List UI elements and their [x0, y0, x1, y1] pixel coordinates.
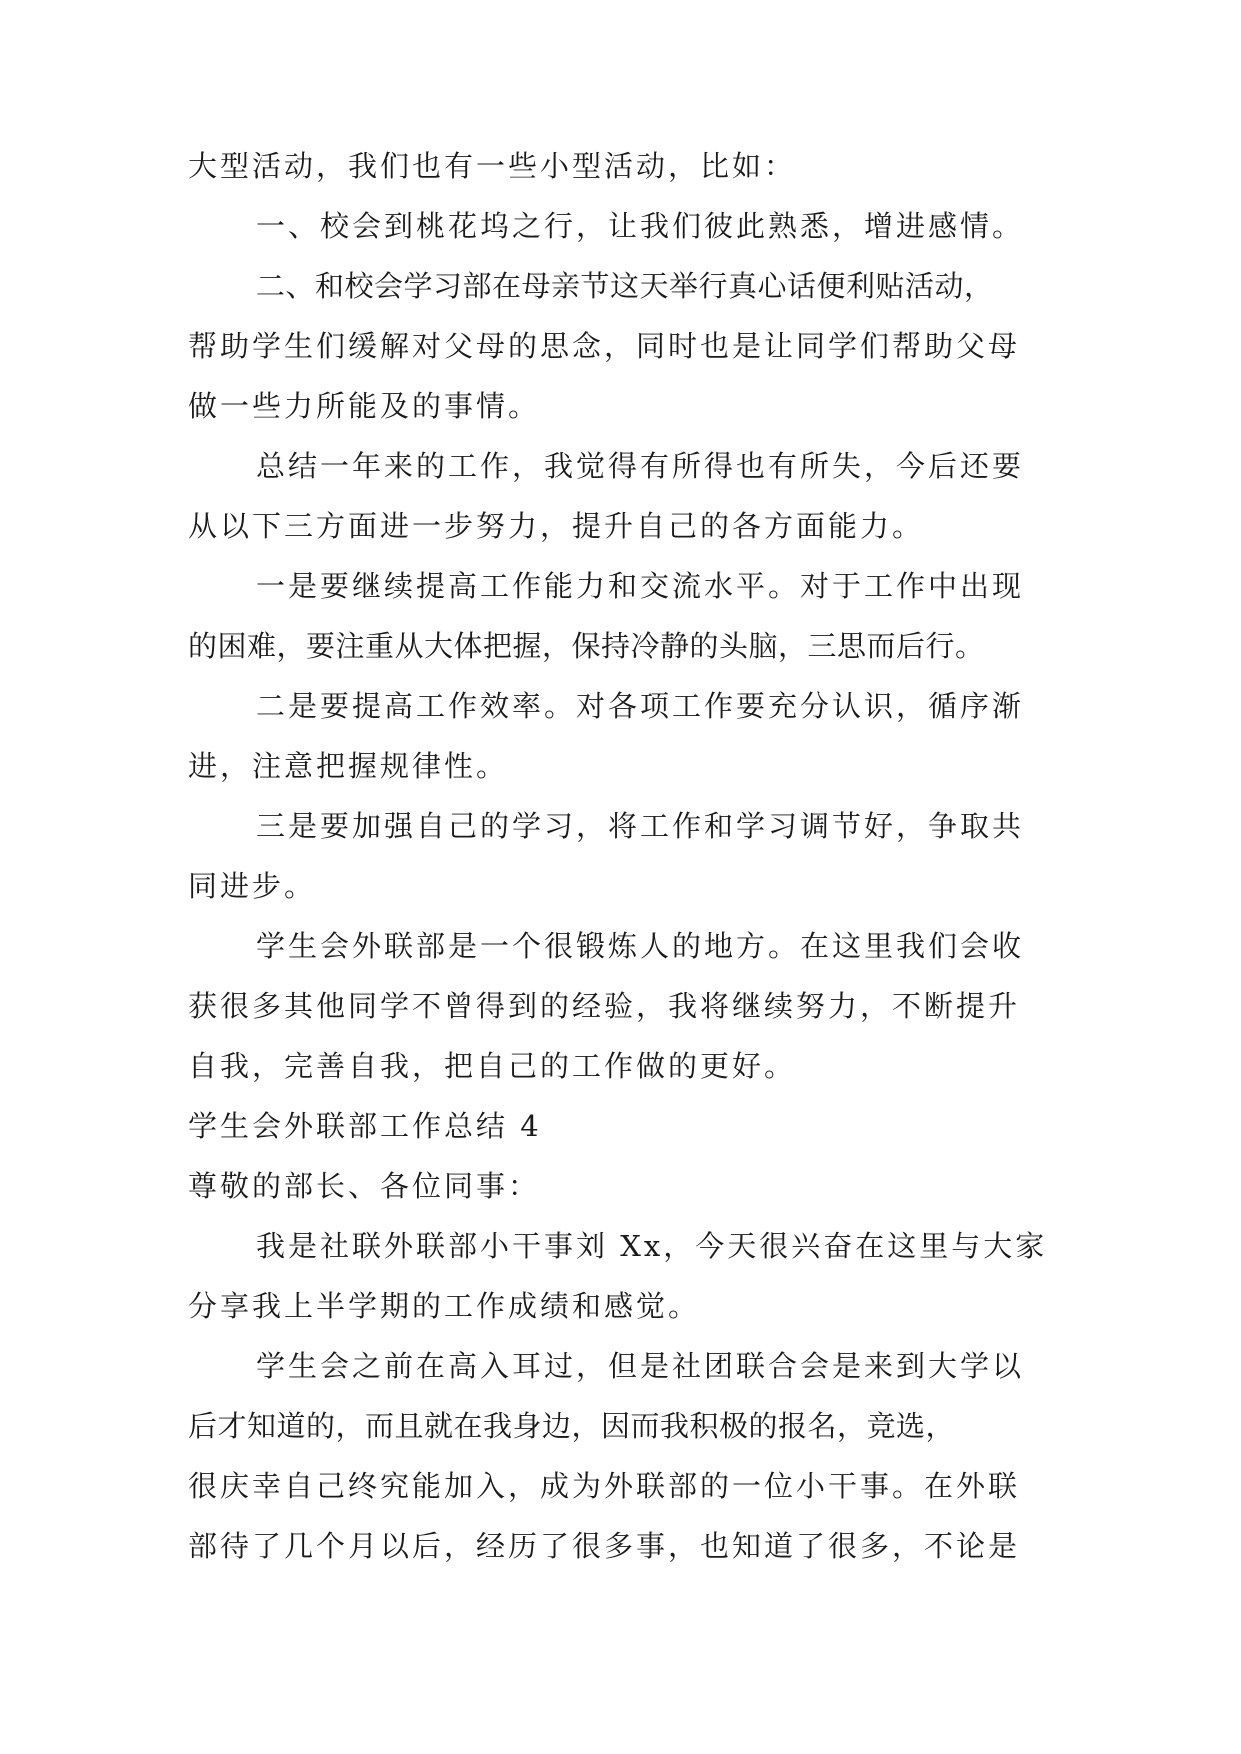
- text-line: 一是要继续提高工作能力和交流水平。对于工作中出现: [256, 569, 1025, 603]
- section-heading: 学生会外联部工作总结 4: [188, 1109, 542, 1143]
- text-line: 做一些力所能及的事情。: [188, 389, 541, 423]
- text-line: 获很多其他同学不曾得到的经验，我将继续努力，不断提升: [188, 989, 1021, 1023]
- text-line: 进，注意把握规律性。: [188, 749, 509, 783]
- text-line: 帮助学生们缓解对父母的思念，同时也是让同学们帮助父母: [188, 329, 1021, 363]
- text-line: 一、校会到桃花坞之行，让我们彼此熟悉，增进感情。: [256, 209, 1025, 243]
- text-line: 学生会外联部是一个很锻炼人的地方。在这里我们会收: [256, 929, 1025, 963]
- text-line: 三是要加强自己的学习，将工作和学习调节好，争取共: [256, 809, 1025, 843]
- text-line: 自我，完善自我，把自己的工作做的更好。: [188, 1049, 797, 1083]
- text-line: 很庆幸自己终究能加入，成为外联部的一位小干事。在外联: [188, 1469, 1021, 1503]
- salutation: 尊敬的部长、各位同事：: [188, 1169, 541, 1203]
- text-line: 同进步。: [188, 869, 317, 903]
- text-line: 总结一年来的工作，我觉得有所得也有所失，今后还要: [256, 449, 1025, 483]
- text-line: 二、和校会学习部在母亲节这天举行真心话便利贴活动，: [256, 269, 994, 303]
- text-line: 后才知道的，而且就在我身边，因而我积极的报名，竞选，: [188, 1409, 956, 1443]
- text-line: 的困难，要注重从大体把握，保持冷静的头脑，三思而后行。: [188, 629, 985, 663]
- text-line: 从以下三方面进一步努力，提升自己的各方面能力。: [188, 509, 925, 543]
- text-line: 二是要提高工作效率。对各项工作要充分认识，循序渐: [256, 689, 1025, 723]
- text-line: 学生会之前在高入耳过，但是社团联合会是来到大学以: [256, 1349, 1025, 1383]
- text-line: 分享我上半学期的工作成绩和感觉。: [188, 1289, 701, 1323]
- text-line: 大型活动，我们也有一些小型活动，比如：: [188, 149, 797, 183]
- text-line: 部待了几个月以后，经历了很多事，也知道了很多，不论是: [188, 1529, 1021, 1563]
- text-line: 我是社联外联部小干事刘 Xx，今天很兴奋在这里与大家: [256, 1229, 1048, 1263]
